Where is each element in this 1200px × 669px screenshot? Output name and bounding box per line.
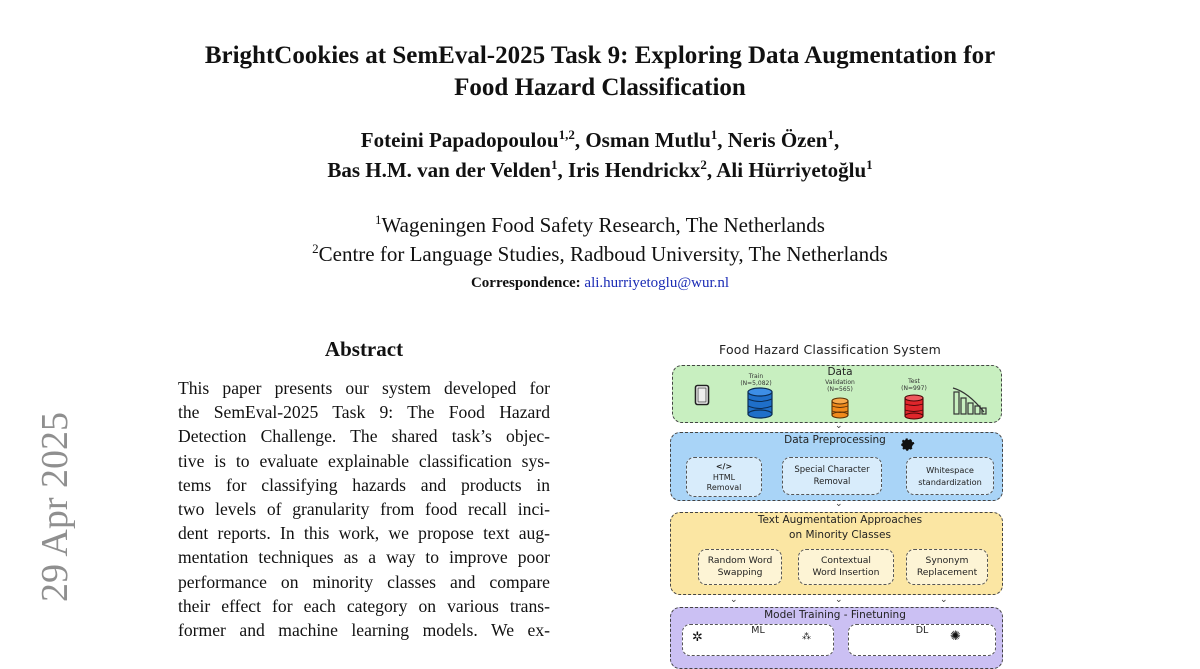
affiliations xyxy=(100,211,1100,269)
whitespace-label: Whitespace standardization xyxy=(918,465,982,487)
author-name: Iris Hendrickx xyxy=(567,158,701,182)
authors-line-1 xyxy=(100,125,1100,155)
random-word-swapping-label: Random Word Swapping xyxy=(707,555,773,578)
dl-label: DL xyxy=(915,625,929,636)
abstract-body xyxy=(178,376,550,642)
affiliation-text: Wageningen Food Safety Research, The Netherlands xyxy=(381,213,825,237)
augmentation-label-2: on Minority Classes xyxy=(789,529,891,541)
tree-icon: ⁂ xyxy=(802,632,811,642)
abstract-line: their effect for each category on various trans- xyxy=(178,595,550,616)
author-name: Ali Hürriyetoğlu xyxy=(716,158,867,182)
random-word-swapping-step xyxy=(698,549,782,585)
data-label: Data xyxy=(827,366,853,378)
author-list xyxy=(100,125,1100,185)
author-name: Bas H.M. van der Velden xyxy=(327,158,551,182)
abstract-line: tems for classifying hazards and products in xyxy=(178,474,550,495)
ml-models-panel xyxy=(682,624,834,656)
author-separator: , xyxy=(706,158,717,182)
special-character-removal-step xyxy=(782,457,882,495)
preprocessing-label: Data Preprocessing xyxy=(784,434,886,446)
bar-chart-icon xyxy=(950,384,988,416)
correspondence-email-link[interactable]: ali.hurriyetoglu@wur.nl xyxy=(584,275,730,291)
train-database-icon xyxy=(746,387,774,419)
html-removal-label: HTML Removal xyxy=(706,473,742,492)
affiliation-sup: 1 xyxy=(375,212,382,227)
augmentation-label-1: Text Augmentation Approaches xyxy=(757,514,923,526)
arrow-down-icon: ⌄ xyxy=(835,421,843,431)
neural-net-icon: ✺ xyxy=(950,629,961,644)
affiliation-text: Centre for Language Studies, Radboud University, The Netherlands xyxy=(318,242,888,266)
ml-network-icon: ✲ xyxy=(692,630,703,645)
synonym-replacement-step xyxy=(906,549,988,585)
affiliation-2 xyxy=(100,240,1100,269)
code-icon: </> xyxy=(715,462,733,471)
affiliation-1 xyxy=(100,211,1100,240)
abstract-line: This paper presents our system developed for xyxy=(178,378,550,398)
author-affil-sup: 1 xyxy=(550,157,558,172)
abstract-line: Detection Challenge. The shared task’s objec- xyxy=(178,426,550,447)
abstract-line: tive is to evaluate explainable classification sys- xyxy=(178,450,550,471)
author-affil-sup: 1 xyxy=(827,127,834,142)
gear-icon xyxy=(900,437,915,452)
abstract-heading: Abstract xyxy=(324,337,404,361)
author-separator: , xyxy=(717,128,728,152)
validation-split-label: Validation (N=565) xyxy=(825,379,855,393)
authors-line-2 xyxy=(100,155,1100,185)
correspondence-label: Correspondence: xyxy=(470,275,581,291)
diagram-title: Food Hazard Classification System xyxy=(719,342,941,357)
paper-title xyxy=(100,40,1100,104)
abstract-line: two levels of granularity from food recall inci- xyxy=(178,498,550,519)
ml-label: ML xyxy=(751,625,765,636)
author-name: Foteini Papadopoulou xyxy=(360,128,559,152)
validation-database-icon xyxy=(830,397,850,419)
arxiv-date-stamp: 29 Apr 2025 xyxy=(34,412,76,602)
title-line-1: BrightCookies at SemEval-2025 Task 9: Exploring Data Augmentation for xyxy=(204,42,996,69)
abstract-line: dent reports. In this work, we propose text aug- xyxy=(178,523,550,544)
contextual-word-insertion-label: Contextual Word Insertion xyxy=(812,555,880,578)
abstract-line: the SemEval-2025 Task 9: The Food Hazard xyxy=(178,402,550,423)
dl-models-panel xyxy=(848,624,996,656)
arrow-down-icon: ⌄ xyxy=(835,595,843,605)
author-separator: , xyxy=(574,128,586,152)
html-removal-step xyxy=(686,457,762,497)
author-affil-sup: 1 xyxy=(710,127,718,142)
contextual-word-insertion-step xyxy=(798,549,894,585)
whitespace-standardization-step xyxy=(906,457,994,495)
arrow-down-icon: ⌄ xyxy=(730,595,738,605)
train-split-label: Train (N=5,082) xyxy=(740,373,772,387)
title-line-2: Food Hazard Classification xyxy=(454,74,746,101)
abstract-line: mentation techniques as a way to improve poor xyxy=(178,547,550,568)
author-affil-sup: 1 xyxy=(866,157,873,172)
document-icon xyxy=(694,384,710,406)
synonym-replacement-label: Synonym Replacement xyxy=(916,555,978,578)
author-separator: , xyxy=(833,128,840,152)
test-split-label: Test (N=997) xyxy=(901,378,927,392)
author-name: Osman Mutlu xyxy=(585,128,711,152)
special-character-label: Special Character Removal xyxy=(794,465,870,487)
arrow-down-icon: ⌄ xyxy=(940,595,948,605)
author-name: Neris Özen xyxy=(727,128,828,152)
affiliation-sup: 2 xyxy=(312,241,319,256)
author-separator: , xyxy=(557,158,568,182)
author-affil-sup: 1,2 xyxy=(558,127,575,142)
abstract-line: performance on minority classes and compare xyxy=(178,571,550,592)
test-database-icon xyxy=(903,394,925,420)
abstract-line: former and machine learning models. We ex- xyxy=(178,619,550,640)
system-diagram xyxy=(660,336,1010,648)
arrow-down-icon: ⌄ xyxy=(835,499,843,509)
model-training-label: Model Training - Finetuning xyxy=(764,609,906,621)
correspondence xyxy=(100,273,1100,293)
author-affil-sup: 2 xyxy=(700,157,707,172)
